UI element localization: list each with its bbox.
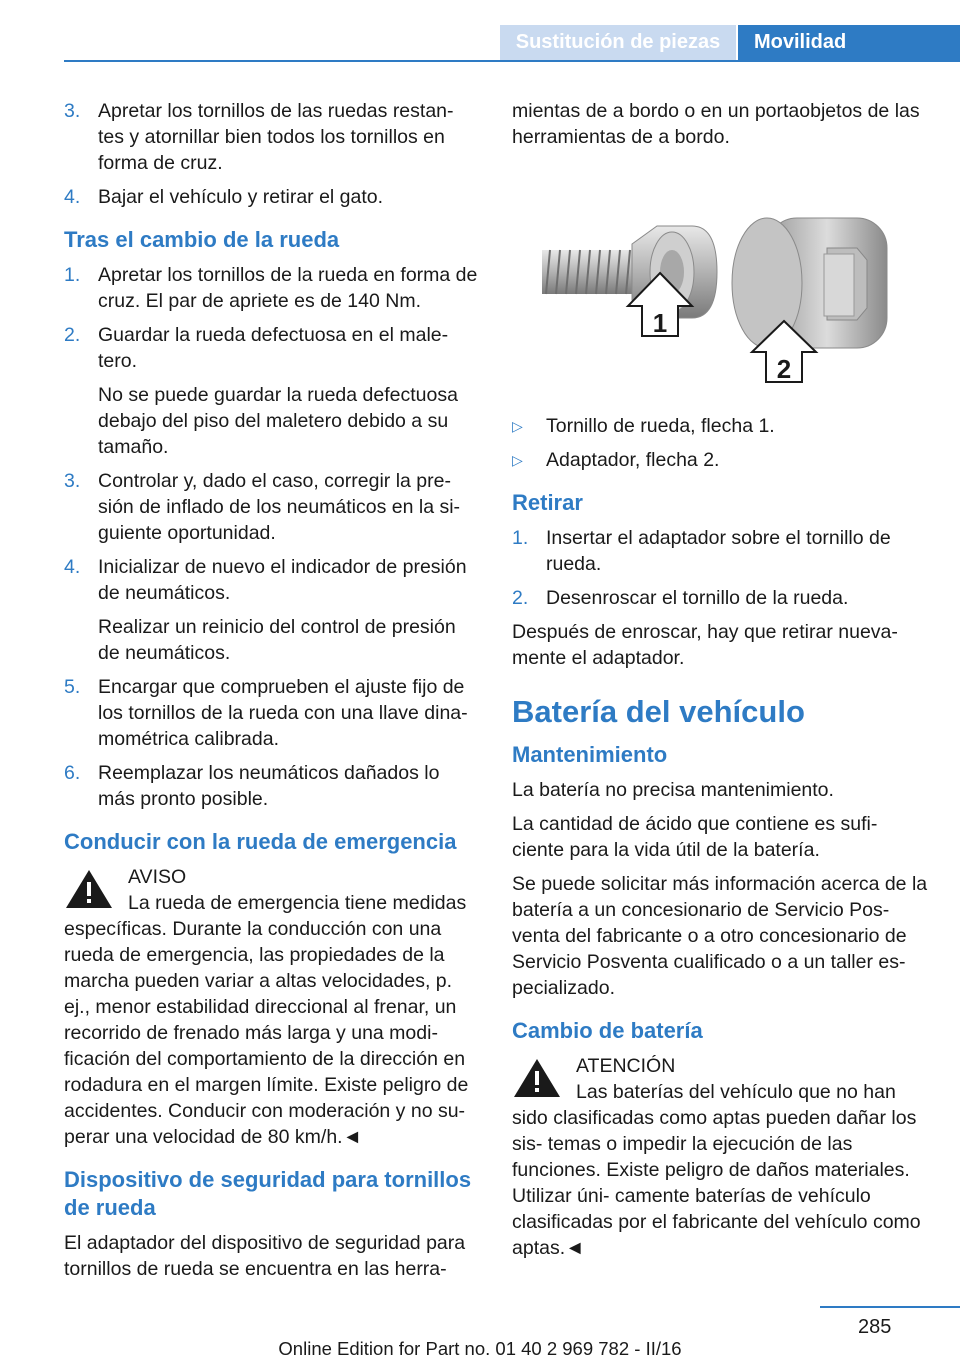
section-heading-emergency-wheel: Conducir con la rueda de emergencia bbox=[64, 829, 457, 854]
list-item bbox=[64, 322, 478, 460]
paragraph: Se puede solicitar más información acerca de la batería a un concesionario de Servicio Pos‐ venta del fabricante o a otro concesionario de Servicio Posventa cualificado o a un taller es‐ pecializado. bbox=[512, 873, 928, 999]
section-heading-wheel-lock: Dispositivo de seguridad para tornillos de rueda bbox=[64, 1167, 472, 1220]
list-item bbox=[64, 184, 478, 210]
list-number: 4. bbox=[64, 556, 81, 578]
warning-block bbox=[512, 1053, 930, 1261]
section-heading-maintenance: Mantenimiento bbox=[512, 742, 668, 767]
list-text: Encargar que comprueben el ajuste fijo de los tornillos de la rueda con una llave dina‐ mométrica calibrada. bbox=[98, 676, 468, 750]
bolt-thread-icon bbox=[542, 250, 634, 294]
list-item bbox=[64, 262, 478, 314]
arrow-1-label: 1 bbox=[652, 308, 668, 338]
list-text: Tornillo de rueda, flecha 1. bbox=[546, 415, 775, 437]
list-subtext: No se puede guardar la rueda defectuosa debajo del piso del maletero debido a su tamaño. bbox=[98, 384, 458, 458]
list-subtext: Realizar un reinicio del control de presión de neumáticos. bbox=[98, 616, 456, 664]
footer-rule bbox=[820, 1306, 960, 1308]
bullet-arrow-icon: ▷ bbox=[512, 452, 523, 468]
section-heading-remove: Retirar bbox=[512, 490, 583, 515]
page-number: 285 bbox=[858, 1316, 892, 1338]
left-column bbox=[64, 98, 478, 1290]
list-number: 6. bbox=[64, 762, 81, 784]
edition-note: Online Edition for Part no. 01 40 2 969 782 - II/16 bbox=[278, 1338, 682, 1359]
list-text: Insertar el adaptador sobre el tornillo de rueda. bbox=[546, 527, 891, 575]
list-number: 1. bbox=[64, 264, 81, 286]
header-section-tab: Sustitución de piezas bbox=[500, 25, 736, 60]
list-number: 2. bbox=[512, 587, 529, 609]
list-text: Controlar y, dado el caso, corregir la pre‐ sión de inflado de los neumáticos en la si‐ guiente oportunidad. bbox=[98, 470, 461, 544]
list-text: Desenroscar el tornillo de la rueda. bbox=[546, 587, 849, 609]
list-item bbox=[64, 468, 478, 546]
list-number: 5. bbox=[64, 676, 81, 698]
paragraph: mientas de a bordo o en un portaobjetos de las herramientas de a bordo. bbox=[512, 100, 920, 148]
section-heading-battery-change: Cambio de batería bbox=[512, 1018, 703, 1043]
bullet-arrow-icon: ▷ bbox=[512, 418, 523, 434]
paragraph: El adaptador del dispositivo de seguridad para tornillos de rueda se encuentra en las herra‐ bbox=[64, 1232, 466, 1280]
list-item bbox=[512, 525, 930, 577]
list-text: Apretar los tornillos de las ruedas restan‐ tes y atornillar bien todos los tornillos en forma de cruz. bbox=[98, 100, 454, 174]
right-column bbox=[512, 98, 930, 1269]
list-text: Adaptador, flecha 2. bbox=[546, 449, 720, 471]
wheel-lock-illustration bbox=[512, 178, 930, 398]
paragraph: Después de enroscar, hay que retirar nueva‐ mente el adaptador. bbox=[512, 621, 898, 669]
header-chapter-tab: Movilidad bbox=[738, 25, 960, 60]
list-number: 2. bbox=[64, 324, 81, 346]
list-number: 1. bbox=[512, 527, 529, 549]
list-text: Bajar el vehículo y retirar el gato. bbox=[98, 186, 384, 208]
list-number: 3. bbox=[64, 100, 81, 122]
list-item bbox=[512, 447, 930, 473]
list-item bbox=[64, 760, 478, 812]
warning-title: AVISO bbox=[128, 866, 187, 888]
list-text: Reemplazar los neumáticos dañados lo más pronto posible. bbox=[98, 762, 440, 810]
list-number: 3. bbox=[64, 470, 81, 492]
list-text: Inicializar de nuevo el indicador de presión de neumáticos. bbox=[98, 556, 467, 604]
adapter-icon bbox=[732, 218, 887, 348]
warning-title: ATENCIÓN bbox=[576, 1055, 676, 1077]
arrow-2-label: 2 bbox=[776, 354, 792, 384]
list-item bbox=[64, 554, 478, 666]
header-rule bbox=[64, 60, 960, 62]
warning-text: Las baterías del vehículo que no han sido clasificadas como aptas pueden dañar los sis‐ temas o impedir la ejecución de las funciones. Existe peligro de daños materiales. Utilizar úni‐ camente baterías de vehículo clasificadas por el fabricante del vehículo como aptas.◄ bbox=[512, 1081, 921, 1259]
list-item bbox=[64, 674, 478, 752]
chapter-heading-battery: Batería del vehículo bbox=[512, 694, 805, 729]
section-heading-after-change: Tras el cambio de la rueda bbox=[64, 227, 340, 252]
list-number: 4. bbox=[64, 186, 81, 208]
list-text: Guardar la rueda defectuosa en el male‐ tero. bbox=[98, 324, 449, 372]
list-item bbox=[512, 413, 930, 439]
warning-triangle-icon bbox=[64, 868, 114, 910]
warning-triangle-icon bbox=[512, 1057, 562, 1099]
list-item bbox=[512, 585, 930, 611]
paragraph: La batería no precisa mantenimiento. bbox=[512, 779, 834, 801]
warning-text: La rueda de emergencia tiene medidas específicas. Durante la conducción con una rueda de emergencia, las propiedades de la marcha pueden variar a altas velocidades, p. ej., menor estabilidad direccional al frenar, un recorrido de frenado más larga y una modi‐ ficación del comportamiento de la dirección en rodadura en el margen límite. Existe peligro de accidentes. Conducir con moderación y no su‐ perar una velocidad de 80 km/h.◄ bbox=[64, 892, 469, 1148]
warning-block bbox=[64, 864, 478, 1150]
paragraph: La cantidad de ácido que contiene es sufi‐ ciente para la vida útil de la batería. bbox=[512, 813, 878, 861]
list-item bbox=[64, 98, 478, 176]
list-text: Apretar los tornillos de la rueda en forma de cruz. El par de apriete es de 140 Nm. bbox=[98, 264, 478, 312]
